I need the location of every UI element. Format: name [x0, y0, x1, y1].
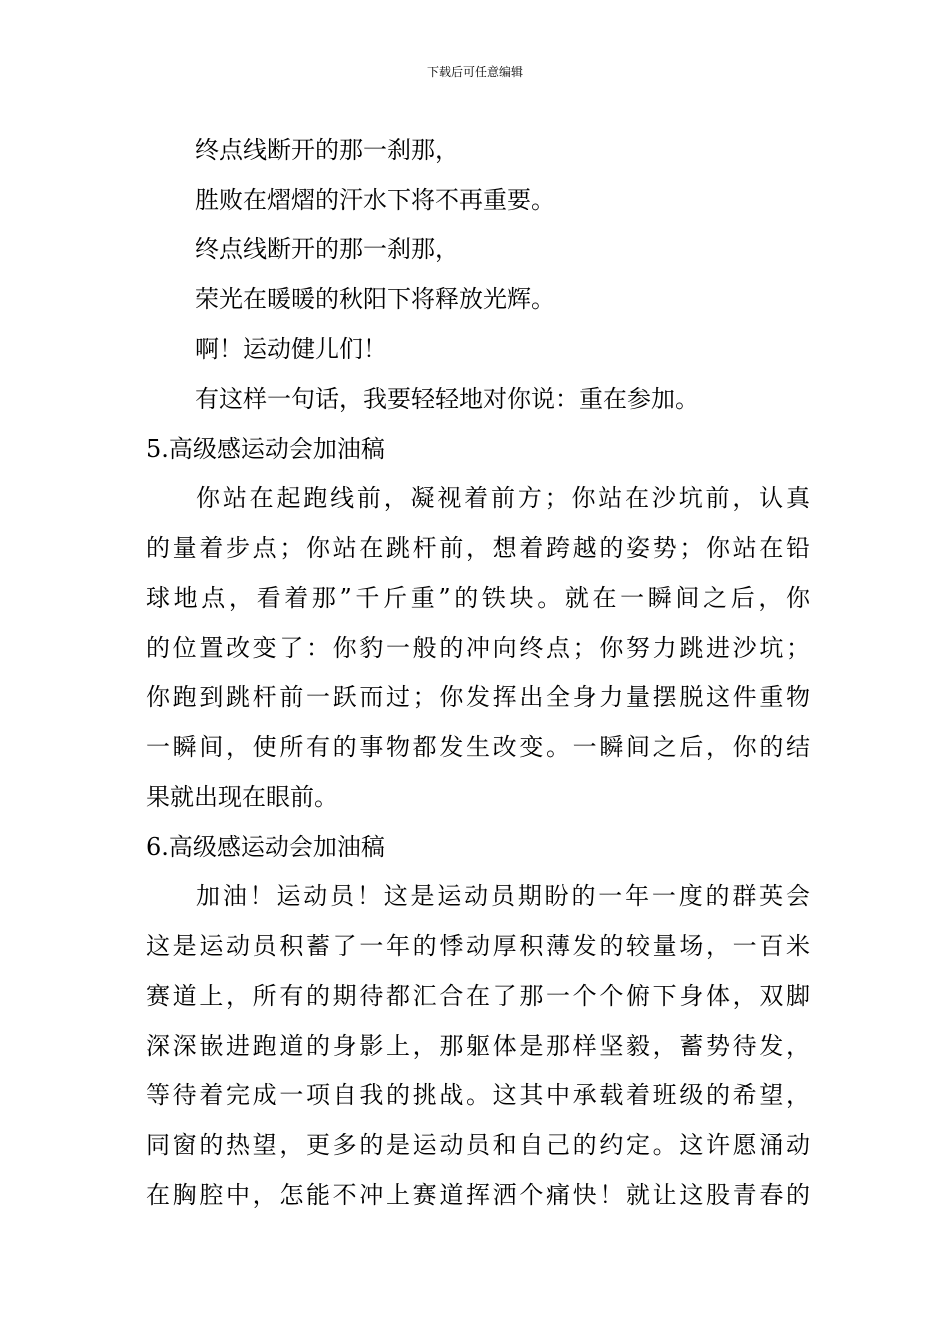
- paragraph-line: 果就出现在眼前。: [146, 783, 338, 811]
- poem-line: 胜败在熠熠的汗水下将不再重要。: [195, 186, 555, 214]
- poem-line: 有这样一句话，我要轻轻地对你说：重在参加。: [195, 385, 699, 413]
- section-heading: 5.高级感运动会加油稿: [146, 435, 385, 463]
- section-heading: 6.高级感运动会加油稿: [146, 833, 385, 861]
- paragraph-line: 你跑到跳杆前一跃而过；你发挥出全身力量摆脱这件重物: [146, 683, 810, 711]
- paragraph-line: 赛道上，所有的期待都汇合在了那一个个俯下身体，双脚: [146, 982, 810, 1010]
- paragraph-line: 在胸腔中，怎能不冲上赛道挥洒个痛快！就让这股青春的: [146, 1181, 810, 1209]
- paragraph-line: 等待着完成一项自我的挑战。这其中承载着班级的希望，: [146, 1081, 810, 1109]
- paragraph-line: 这是运动员积蓄了一年的悸动厚积薄发的较量场，一百米: [146, 932, 810, 960]
- page-header-note: 下载后可任意编辑: [426, 65, 523, 79]
- paragraph-line: 同窗的热望，更多的是运动员和自己的约定。这许愿涌动: [146, 1131, 810, 1159]
- paragraph-line: 一瞬间，使所有的事物都发生改变。一瞬间之后，你的结: [146, 733, 810, 761]
- poem-line: 啊！运动健儿们！: [195, 335, 387, 363]
- paragraph-line: 你站在起跑线前，凝视着前方；你站在沙坑前，认真: [196, 484, 810, 512]
- paragraph-line: 球地点，看着那”千斤重”的铁块。就在一瞬间之后，你: [146, 584, 810, 612]
- poem-line: 终点线断开的那一刹那，: [195, 136, 459, 164]
- poem-line: 终点线断开的那一刹那，: [195, 235, 459, 263]
- poem-line: 荣光在暖暖的秋阳下将释放光辉。: [195, 285, 555, 313]
- paragraph-line: 的位置改变了：你豹一般的冲向终点；你努力跳进沙坑；: [146, 634, 810, 662]
- paragraph-line: 深深嵌进跑道的身影上，那躯体是那样坚毅，蓄势待发，: [146, 1032, 810, 1060]
- paragraph-line: 加油！运动员！这是运动员期盼的一年一度的群英会: [196, 882, 810, 910]
- paragraph-line: 的量着步点；你站在跳杆前，想着跨越的姿势；你站在铅: [146, 534, 810, 562]
